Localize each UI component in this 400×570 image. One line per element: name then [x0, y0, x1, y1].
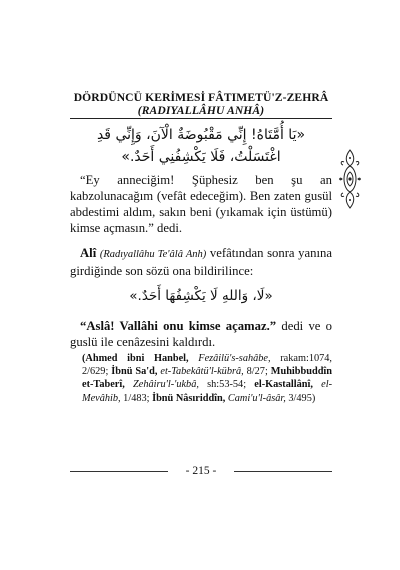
footer-rule-left — [70, 471, 168, 472]
ref-work: el-Mevâhib, — [82, 379, 333, 404]
paragraph-2 — [70, 245, 332, 279]
ref-location: 1/483; — [120, 392, 150, 404]
page-header — [70, 91, 332, 117]
ref-location: 8/27; — [243, 366, 268, 378]
paragraph-3-quote: “Aslâ! Vallâhi onu kimse açamaz.” — [80, 319, 277, 333]
arabic-quote-2: «لَا، وَاللهِ لَا يَكْشِفُهَا أَحَدٌ.» — [129, 288, 273, 304]
ref-work: et-Tabekâtü'l-kübrâ, — [157, 366, 244, 378]
ref-work: Fezâilü's-sahâbe, — [188, 353, 271, 364]
ref-location: 3/495) — [285, 392, 316, 404]
paragraph-3 — [70, 318, 332, 350]
ref-author: İbnü Sa'd, — [108, 366, 158, 378]
header-subtitle: (RADIYALLÂHU ANHÂ) — [137, 104, 265, 117]
header-title: DÖRDÜNCÜ KERİMESİ FÂTIMETÜ'Z-ZEHRÂ — [73, 91, 329, 104]
ref-location: rakam:1074, 2/629; — [82, 353, 332, 378]
header-rule — [70, 118, 332, 119]
footer-rule-right — [234, 471, 332, 472]
ref-location: sh:53-54; — [198, 379, 247, 391]
paragraph-1: “Ey anneciğim! Şüphesiz ben şu an kabzolunacağım (vefât edeceğim). Ben zaten gusül abdestimi aldım, sakın beni (yıkamak için üstümü) kimse açmasın.” dedi. — [70, 173, 332, 235]
ref-work: Zehâiru'l-'ukbâ, — [124, 379, 199, 391]
page-footer — [70, 465, 332, 479]
references — [82, 352, 332, 405]
paragraph-2-text: vefâtından sonra yanına girdiğinde son sözü ona bildirilince: — [70, 246, 332, 278]
ref-author: el-Kastallânî, — [246, 379, 313, 391]
ref-work: Cami'u'l-âsâr, — [225, 392, 286, 404]
page-number: - 215 - — [185, 465, 217, 477]
ref-author: İbnü Nâsıriddîn, — [149, 392, 226, 404]
ref-author: Muhibbuddîn et-Taberî, — [82, 366, 333, 391]
name-ali: Alî — [80, 246, 97, 260]
arabic-quote-1: «يَا أُمَّتَاهُ! إِنِّي مَقْبُوضَةٌ الْآنَ، وَإِنِّي قَدِ اغْتَسَلْتُ، فَلَا يَكْشِفُنِي أَحَدٌ.» — [96, 127, 306, 165]
floral-ornament-icon — [338, 148, 362, 210]
paragraph-3-text: dedi ve o guslü ile cenâzesini kaldırdı. — [70, 319, 332, 349]
ref-author: (Ahmed ibni Hanbel, — [82, 353, 189, 364]
honorific: (Radıyallâhu Te'âlâ Anh) — [99, 249, 207, 260]
